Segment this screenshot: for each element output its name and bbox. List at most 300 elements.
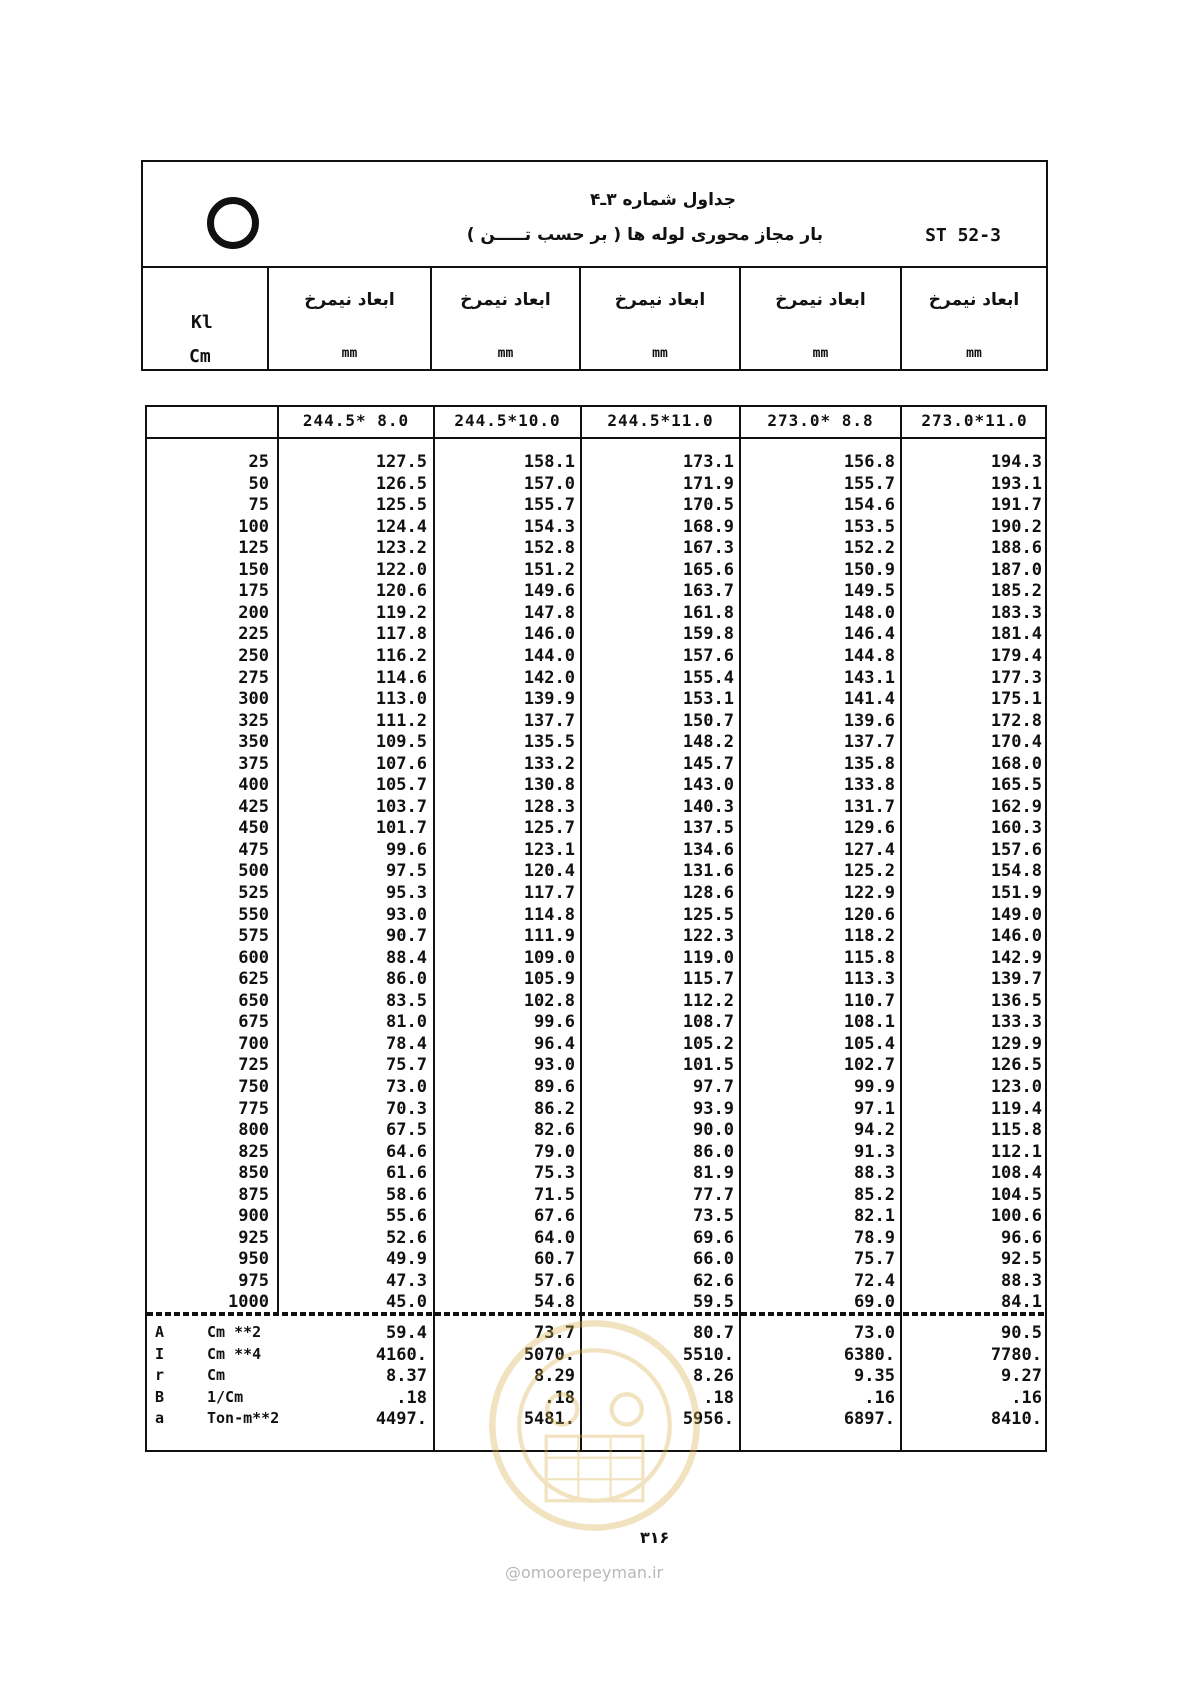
table-cell: 137.5 xyxy=(682,818,734,839)
table-cell: 64.0 xyxy=(534,1227,575,1248)
table-cell: 100.6 xyxy=(990,1206,1042,1227)
property-value: .16 xyxy=(864,1387,895,1408)
table-cell: 61.6 xyxy=(386,1163,427,1184)
steel-grade: ST 52-3 xyxy=(925,225,1001,246)
property-value: 5481. xyxy=(523,1409,575,1429)
table-cell: 120.6 xyxy=(375,581,427,602)
table-cell: 58.6 xyxy=(386,1184,427,1205)
table-cell: 157.6 xyxy=(682,645,734,666)
table-cell: 75.7 xyxy=(386,1055,427,1076)
table-cell: 144.8 xyxy=(843,645,895,666)
property-value: 5956. xyxy=(682,1409,734,1429)
asterisk-separator xyxy=(147,1312,1045,1316)
kl-value: 900 xyxy=(238,1206,269,1227)
property-value: 90.5 xyxy=(1001,1323,1042,1343)
table-cell: 120.6 xyxy=(843,904,895,925)
kl-value: 550 xyxy=(238,904,269,925)
table-cell: 128.3 xyxy=(523,796,575,817)
table-cell: 115.8 xyxy=(990,1120,1042,1141)
table-cell: 90.0 xyxy=(693,1120,734,1141)
table-cell: 177.3 xyxy=(990,667,1042,688)
table-cell: 150.7 xyxy=(682,710,734,731)
table-cell: 133.3 xyxy=(990,1012,1042,1033)
table-cell: 148.0 xyxy=(843,602,895,623)
property-value: 8.37 xyxy=(386,1366,427,1386)
table-cell: 99.6 xyxy=(386,839,427,860)
kl-value: 225 xyxy=(238,624,269,645)
table-cell: 82.1 xyxy=(854,1206,895,1227)
table-cell: 57.6 xyxy=(534,1270,575,1291)
table-cell: 143.1 xyxy=(843,667,895,688)
table-cell: 165.5 xyxy=(990,775,1042,796)
column-unit: mm xyxy=(966,346,982,361)
table-cell: 181.4 xyxy=(990,624,1042,645)
column-divider xyxy=(900,407,902,1452)
table-cell: 124.4 xyxy=(375,516,427,537)
table-cell: 102.8 xyxy=(523,990,575,1011)
table-cell: 64.6 xyxy=(386,1141,427,1162)
table-cell: 193.1 xyxy=(990,473,1042,494)
table-cell: 123.0 xyxy=(990,1076,1042,1097)
table-cell: 131.6 xyxy=(682,861,734,882)
table-cell: 143.0 xyxy=(682,775,734,796)
property-value: 8.29 xyxy=(534,1366,575,1386)
property-symbol: r xyxy=(155,1366,165,1384)
table-cell: 88.3 xyxy=(854,1163,895,1184)
table-cell: 93.0 xyxy=(386,904,427,925)
property-value: 6897. xyxy=(843,1409,895,1429)
table-cell: 59.5 xyxy=(693,1292,734,1313)
property-symbol: A xyxy=(155,1323,165,1341)
table-cell: 165.6 xyxy=(682,559,734,580)
size-row-divider xyxy=(147,437,1045,439)
section-size: 244.5*11.0 xyxy=(607,411,714,430)
kl-value: 750 xyxy=(238,1076,269,1097)
table-cell: 134.6 xyxy=(682,839,734,860)
table-cell: 185.2 xyxy=(990,581,1042,602)
table-subtitle: بار مجاز محوری لوله ها ( بر حسب تـــــن ) xyxy=(466,225,823,245)
table-cell: 91.3 xyxy=(854,1141,895,1162)
table-cell: 69.0 xyxy=(854,1292,895,1313)
table-cell: 171.9 xyxy=(682,473,734,494)
property-value: 9.27 xyxy=(1001,1366,1042,1386)
property-value: 8410. xyxy=(990,1409,1042,1429)
table-cell: 130.8 xyxy=(523,775,575,796)
table-cell: 119.4 xyxy=(990,1098,1042,1119)
table-cell: 89.6 xyxy=(534,1076,575,1097)
kl-value: 850 xyxy=(238,1163,269,1184)
kl-value: 525 xyxy=(238,883,269,903)
column-unit: mm xyxy=(652,346,668,361)
table-cell: 110.7 xyxy=(843,990,895,1011)
table-cell: 82.6 xyxy=(534,1120,575,1141)
table-cell: 172.8 xyxy=(990,710,1042,731)
table-cell: 105.7 xyxy=(375,775,427,796)
table-cell: 142.0 xyxy=(523,667,575,688)
table-cell: 70.3 xyxy=(386,1098,427,1119)
property-unit: Ton-m**2 xyxy=(207,1409,280,1427)
property-unit: Cm **4 xyxy=(207,1344,262,1363)
table-cell: 81.0 xyxy=(386,1012,427,1033)
table-cell: 125.7 xyxy=(523,818,575,839)
table-cell: 73.5 xyxy=(693,1206,734,1227)
kl-value: 775 xyxy=(238,1098,269,1119)
table-cell: 145.7 xyxy=(682,753,734,774)
column-heading: ابعاد نیمرخ xyxy=(304,290,395,310)
kl-value: 175 xyxy=(238,581,269,602)
kl-value: 400 xyxy=(238,775,269,796)
table-cell: 81.9 xyxy=(693,1163,734,1184)
table-cell: 111.2 xyxy=(375,710,427,731)
table-cell: 92.5 xyxy=(1001,1249,1042,1270)
kl-value: 575 xyxy=(238,926,269,947)
table-cell: 55.6 xyxy=(386,1206,427,1227)
table-cell: 88.3 xyxy=(1001,1270,1042,1291)
table-cell: 153.1 xyxy=(682,689,734,710)
table-cell: 90.7 xyxy=(386,926,427,947)
table-cell: 119.2 xyxy=(375,602,427,623)
kl-value: 375 xyxy=(238,753,269,774)
table-cell: 117.7 xyxy=(523,883,575,903)
table-cell: 73.0 xyxy=(386,1076,427,1097)
table-cell: 188.6 xyxy=(990,538,1042,559)
kl-value: 825 xyxy=(238,1141,269,1162)
table-cell: 139.6 xyxy=(843,710,895,731)
table-cell: 191.7 xyxy=(990,495,1042,516)
table-cell: 133.8 xyxy=(843,775,895,796)
property-value: .18 xyxy=(703,1387,734,1408)
table-cell: 67.5 xyxy=(386,1120,427,1141)
property-value: .18 xyxy=(396,1387,427,1408)
table-cell: 93.9 xyxy=(693,1098,734,1119)
column-divider xyxy=(277,407,279,1312)
kl-value: 1000 xyxy=(228,1292,269,1313)
kl-value: 275 xyxy=(238,667,269,688)
property-unit: Cm xyxy=(207,1366,226,1384)
table-cell: 96.4 xyxy=(534,1033,575,1054)
table-cell: 122.0 xyxy=(375,559,427,580)
table-cell: 149.5 xyxy=(843,581,895,602)
table-cell: 102.7 xyxy=(843,1055,895,1076)
kl-value: 300 xyxy=(238,689,269,710)
table-cell: 99.9 xyxy=(854,1076,895,1097)
property-value: 73.0 xyxy=(854,1323,895,1343)
table-cell: 69.6 xyxy=(693,1227,734,1248)
property-value: .16 xyxy=(1011,1387,1042,1408)
kl-value: 250 xyxy=(238,645,269,666)
table-cell: 137.7 xyxy=(843,732,895,753)
table-cell: 94.2 xyxy=(854,1120,895,1141)
table-cell: 101.5 xyxy=(682,1055,734,1076)
table-cell: 101.7 xyxy=(375,818,427,839)
table-cell: 146.0 xyxy=(990,926,1042,947)
table-cell: 103.7 xyxy=(375,796,427,817)
table-cell: 152.8 xyxy=(523,538,575,559)
table-cell: 78.4 xyxy=(386,1033,427,1054)
table-cell: 123.2 xyxy=(375,538,427,559)
table-cell: 146.4 xyxy=(843,624,895,645)
table-cell: 127.4 xyxy=(843,839,895,860)
table-cell: 154.8 xyxy=(990,861,1042,882)
section-size: 244.5* 8.0 xyxy=(302,411,410,430)
table-cell: 99.6 xyxy=(534,1012,575,1033)
table-cell: 88.4 xyxy=(386,947,427,968)
table-cell: 75.7 xyxy=(854,1249,895,1270)
kl-value: 975 xyxy=(238,1270,269,1291)
table-cell: 122.3 xyxy=(682,926,734,947)
table-cell: 112.1 xyxy=(990,1141,1042,1162)
table-cell: 47.3 xyxy=(386,1270,427,1291)
table-cell: 167.3 xyxy=(682,538,734,559)
column-divider xyxy=(580,407,582,1452)
table-cell: 187.0 xyxy=(990,559,1042,580)
kl-label: Kl xyxy=(191,312,213,333)
table-cell: 194.3 xyxy=(990,452,1042,472)
table-cell: 114.8 xyxy=(523,904,575,925)
table-cell: 139.7 xyxy=(990,969,1042,990)
table-cell: 129.9 xyxy=(990,1033,1042,1054)
table-cell: 133.2 xyxy=(523,753,575,774)
table-cell: 149.6 xyxy=(523,581,575,602)
property-value: 4160. xyxy=(375,1344,427,1365)
watermark-logo xyxy=(487,1318,702,1533)
table-cell: 149.0 xyxy=(990,904,1042,925)
table-cell: 136.5 xyxy=(990,990,1042,1011)
table-cell: 104.5 xyxy=(990,1184,1042,1205)
table-cell: 84.1 xyxy=(1001,1292,1042,1313)
column-unit: mm xyxy=(497,346,514,361)
table-cell: 160.3 xyxy=(990,818,1042,839)
table-cell: 142.9 xyxy=(990,947,1042,968)
table-cell: 152.2 xyxy=(843,538,895,559)
table-cell: 113.0 xyxy=(375,689,427,710)
table-cell: 125.5 xyxy=(682,904,734,925)
property-value: 8.26 xyxy=(693,1366,734,1386)
table-cell: 119.0 xyxy=(682,947,734,968)
table-cell: 155.7 xyxy=(523,495,575,516)
kl-value: 450 xyxy=(238,818,269,839)
property-symbol: B xyxy=(155,1387,165,1406)
kl-value: 75 xyxy=(248,495,269,516)
column-divider xyxy=(739,407,741,1452)
table-cell: 67.6 xyxy=(534,1206,575,1227)
table-cell: 170.4 xyxy=(990,732,1042,753)
table-cell: 139.9 xyxy=(523,689,575,710)
table-title: جداول شماره ۳ـ۴ xyxy=(590,190,736,210)
table-cell: 141.4 xyxy=(843,689,895,710)
property-value: 7780. xyxy=(990,1344,1042,1365)
watermark-text: @omoorepeyman.ir xyxy=(505,1563,664,1582)
header-divider xyxy=(143,266,1046,268)
table-cell: 131.7 xyxy=(843,796,895,817)
table-cell: 97.5 xyxy=(386,861,427,882)
kl-value: 950 xyxy=(238,1249,269,1270)
table-cell: 123.1 xyxy=(523,839,575,860)
kl-value: 200 xyxy=(238,602,269,623)
table-cell: 105.2 xyxy=(682,1033,734,1054)
table-cell: 108.4 xyxy=(990,1163,1042,1184)
property-value: .18 xyxy=(544,1387,575,1408)
kl-value: 350 xyxy=(238,732,269,753)
table-cell: 71.5 xyxy=(534,1184,575,1205)
table-cell: 157.6 xyxy=(990,839,1042,860)
table-cell: 96.6 xyxy=(1001,1227,1042,1248)
property-value: 80.7 xyxy=(693,1323,734,1343)
table-cell: 116.2 xyxy=(375,645,427,666)
kl-value: 800 xyxy=(238,1120,269,1141)
table-header-box xyxy=(141,160,1048,371)
kl-value: 25 xyxy=(248,452,269,472)
kl-value: 675 xyxy=(238,1012,269,1033)
table-cell: 179.4 xyxy=(990,645,1042,666)
kl-value: 875 xyxy=(238,1184,269,1205)
table-cell: 120.4 xyxy=(523,861,575,882)
kl-value: 625 xyxy=(238,969,269,990)
table-cell: 127.5 xyxy=(375,452,427,472)
table-cell: 151.9 xyxy=(990,883,1042,903)
table-cell: 147.8 xyxy=(523,602,575,623)
table-cell: 115.8 xyxy=(843,947,895,968)
property-unit: Cm **2 xyxy=(207,1323,262,1341)
section-size: 273.0*11.0 xyxy=(921,411,1028,430)
column-heading: ابعاد نیمرخ xyxy=(460,290,551,310)
table-cell: 129.6 xyxy=(843,818,895,839)
kl-value: 425 xyxy=(238,796,269,817)
table-cell: 155.7 xyxy=(843,473,895,494)
property-value: 5070. xyxy=(523,1344,575,1365)
property-value: 4497. xyxy=(375,1409,427,1429)
table-cell: 118.2 xyxy=(843,926,895,947)
table-cell: 137.7 xyxy=(523,710,575,731)
table-cell: 150.9 xyxy=(843,559,895,580)
kl-value: 725 xyxy=(238,1055,269,1076)
kl-value: 150 xyxy=(238,559,269,580)
table-cell: 95.3 xyxy=(386,883,427,903)
kl-value: 650 xyxy=(238,990,269,1011)
kl-value: 475 xyxy=(238,839,269,860)
table-cell: 158.1 xyxy=(523,452,575,472)
table-cell: 83.5 xyxy=(386,990,427,1011)
table-cell: 107.6 xyxy=(375,753,427,774)
table-cell: 146.0 xyxy=(523,624,575,645)
table-cell: 117.8 xyxy=(375,624,427,645)
kl-value: 700 xyxy=(238,1033,269,1054)
kl-value: 500 xyxy=(238,861,269,882)
table-cell: 126.5 xyxy=(990,1055,1042,1076)
table-cell: 175.1 xyxy=(990,689,1042,710)
kl-value: 600 xyxy=(238,947,269,968)
property-value: 6380. xyxy=(843,1344,895,1365)
kl-value: 325 xyxy=(238,710,269,731)
table-cell: 168.0 xyxy=(990,753,1042,774)
table-cell: 162.9 xyxy=(990,796,1042,817)
page-number: ۳۱۶ xyxy=(640,1528,670,1547)
table-cell: 86.0 xyxy=(386,969,427,990)
table-cell: 105.9 xyxy=(523,969,575,990)
table-cell: 108.7 xyxy=(682,1012,734,1033)
table-cell: 140.3 xyxy=(682,796,734,817)
table-cell: 125.2 xyxy=(843,861,895,882)
table-cell: 135.5 xyxy=(523,732,575,753)
table-cell: 153.5 xyxy=(843,516,895,537)
table-cell: 77.7 xyxy=(693,1184,734,1205)
table-cell: 159.8 xyxy=(682,624,734,645)
table-cell: 135.8 xyxy=(843,753,895,774)
table-cell: 126.5 xyxy=(375,473,427,494)
table-cell: 52.6 xyxy=(386,1227,427,1248)
section-size: 273.0* 8.8 xyxy=(767,411,874,430)
table-cell: 170.5 xyxy=(682,495,734,516)
table-cell: 111.9 xyxy=(523,926,575,947)
property-value: 5510. xyxy=(682,1344,734,1365)
kl-value: 50 xyxy=(248,473,269,494)
table-cell: 79.0 xyxy=(534,1141,575,1162)
property-unit: 1/Cm xyxy=(207,1387,244,1406)
table-cell: 109.0 xyxy=(523,947,575,968)
property-value: 59.4 xyxy=(386,1323,427,1343)
table-cell: 60.7 xyxy=(534,1249,575,1270)
table-cell: 78.9 xyxy=(854,1227,895,1248)
table-cell: 112.2 xyxy=(682,990,734,1011)
property-value: 9.35 xyxy=(854,1366,895,1386)
circular-pipe-section-icon xyxy=(207,197,259,249)
table-cell: 163.7 xyxy=(682,581,734,602)
property-symbol: I xyxy=(155,1344,165,1363)
table-cell: 86.2 xyxy=(534,1098,575,1119)
column-heading: ابعاد نیمرخ xyxy=(775,290,866,310)
table-cell: 97.1 xyxy=(854,1098,895,1119)
table-cell: 168.9 xyxy=(682,516,734,537)
column-heading: ابعاد نیمرخ xyxy=(928,290,1020,310)
table-cell: 154.6 xyxy=(843,495,895,516)
table-cell: 114.6 xyxy=(375,667,427,688)
column-divider xyxy=(433,407,435,1452)
kl-value: 100 xyxy=(238,516,269,537)
column-unit: mm xyxy=(341,346,358,361)
property-value: 73.7 xyxy=(534,1323,575,1343)
table-cell: 113.3 xyxy=(843,969,895,990)
table-cell: 62.6 xyxy=(693,1270,734,1291)
table-cell: 49.9 xyxy=(386,1249,427,1270)
table-cell: 108.1 xyxy=(843,1012,895,1033)
table-cell: 183.3 xyxy=(990,602,1042,623)
table-cell: 105.4 xyxy=(843,1033,895,1054)
table-cell: 125.5 xyxy=(375,495,427,516)
table-cell: 93.0 xyxy=(534,1055,575,1076)
table-cell: 161.8 xyxy=(682,602,734,623)
table-cell: 85.2 xyxy=(854,1184,895,1205)
table-cell: 151.2 xyxy=(523,559,575,580)
table-cell: 54.8 xyxy=(534,1292,575,1313)
column-heading: ابعاد نیمرخ xyxy=(614,290,706,310)
kl-unit: Cm xyxy=(189,346,211,367)
table-cell: 45.0 xyxy=(386,1292,427,1313)
table-cell: 122.9 xyxy=(843,883,895,903)
table-cell: 148.2 xyxy=(682,732,734,753)
table-cell: 72.4 xyxy=(854,1270,895,1291)
table-cell: 154.3 xyxy=(523,516,575,537)
table-cell: 155.4 xyxy=(682,667,734,688)
table-cell: 75.3 xyxy=(534,1163,575,1184)
table-cell: 115.7 xyxy=(682,969,734,990)
column-unit: mm xyxy=(812,346,829,361)
table-cell: 157.0 xyxy=(523,473,575,494)
table-cell: 97.7 xyxy=(693,1076,734,1097)
table-cell: 128.6 xyxy=(682,883,734,903)
kl-value: 925 xyxy=(238,1227,269,1248)
section-size: 244.5*10.0 xyxy=(454,411,561,430)
table-cell: 66.0 xyxy=(693,1249,734,1270)
